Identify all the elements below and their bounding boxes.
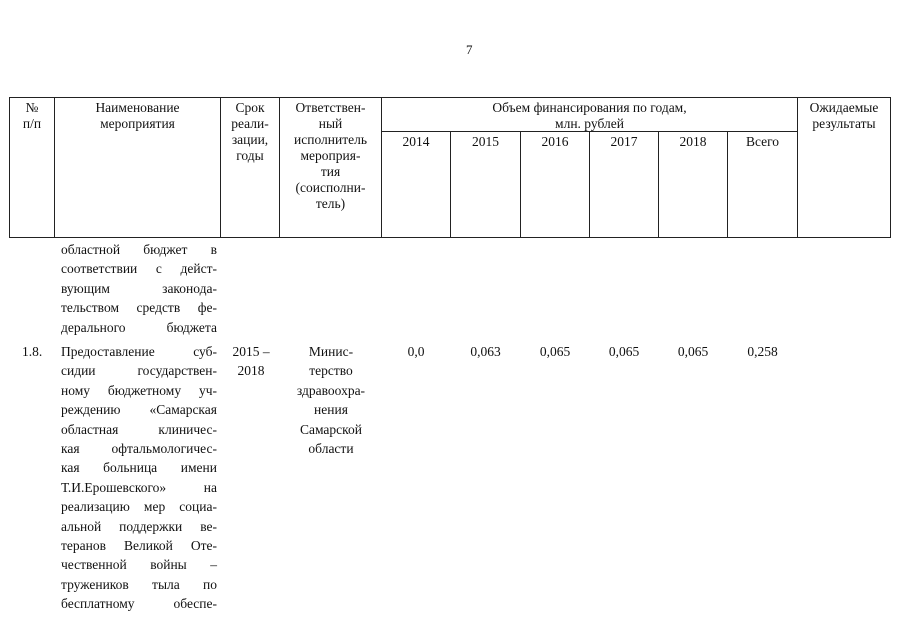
row-value-2017: 0,065	[608, 344, 640, 359]
header-year-2014: 2014	[402, 134, 430, 149]
header-results: Ожидаемые результаты	[809, 100, 879, 131]
row-value-2016: 0,065	[539, 344, 571, 359]
header-year-2018: 2018	[679, 134, 707, 149]
header-year-2015: 2015	[472, 134, 499, 149]
header-num: № п/п	[22, 100, 42, 131]
row-term: 2015 – 2018	[232, 344, 270, 379]
header-year-2017: 2017	[610, 134, 638, 149]
row-name: Предоставление суб- сидии государствен- ному бюджетному уч- реждению «Самарская областная клиничес- кая офтальмологичес- кая больница имени Т.И.Ерошевского» на реализацию мер социа- альной поддержки ве- теранов Великой Оте- чественной войны – тружеников тыла по бесплатному обеспе-	[61, 344, 217, 612]
header-year-2016: 2016	[541, 134, 569, 149]
row-value-2015: 0,063	[470, 344, 501, 359]
row-executor: Минис- терство здравоохра- нения Самарской области	[296, 344, 366, 457]
row-number: 1.8.	[22, 344, 43, 359]
header-executor: Ответствен- ный исполнитель мероприя- тия (соисполни- тель)	[294, 100, 367, 211]
row-value-2014: 0,0	[407, 344, 425, 359]
row-value-2018: 0,065	[677, 344, 709, 359]
continuation-text: областной бюджет в соответствии с дейст- вующим законода- тельством средств фе- дерального бюджета	[61, 242, 217, 335]
row-value-total: 0,258	[747, 344, 778, 359]
header-funding: Объем финансирования по годам, млн. рублей	[492, 100, 687, 131]
page-number: 7	[466, 42, 473, 57]
header-total: Всего	[745, 134, 780, 149]
header-name: Наименование мероприятия	[95, 100, 180, 131]
header-term: Срок реали- зации, годы	[231, 100, 269, 163]
